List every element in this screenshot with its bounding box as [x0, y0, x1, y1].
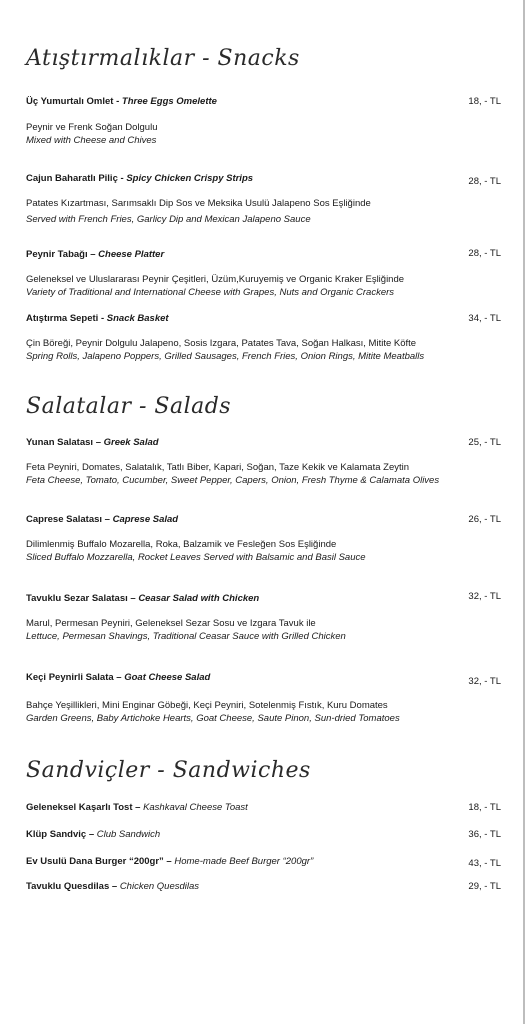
- item-desc-tr: Marul, Permesan Peyniri, Geleneksel Sezar Sosu ve Izgara Tavuk ile: [26, 618, 316, 629]
- menu-item-ceasar-salad: [26, 593, 501, 643]
- item-name: Klüp Sandviç – Club Sandwich: [26, 829, 161, 840]
- item-price: 18, - TL: [468, 802, 501, 813]
- item-desc-tr: Peynir ve Frenk Soğan Dolgulu: [26, 122, 158, 133]
- item-price: 25, - TL: [468, 437, 501, 448]
- item-name: Cajun Baharatlı Piliç - Spicy Chicken Crispy Strips: [26, 173, 254, 184]
- item-name: Geleneksel Kaşarlı Tost – Kashkaval Cheese Toast: [26, 802, 248, 813]
- item-desc-tr: Geleneksel ve Uluslararası Peynir Çeşitleri, Üzüm,Kuruyemiş ve Organic Kraker Eşliğinde: [26, 274, 405, 285]
- menu-item-caprese-salad: [26, 514, 501, 564]
- section-title-salads: Salatalar - Salads: [26, 394, 232, 419]
- item-name: Keçi Peynirli Salata – Goat Cheese Salad: [26, 672, 211, 683]
- item-desc-tr: Feta Peyniri, Domates, Salatalık, Tatlı Biber, Kapari, Soğan, Taze Kekik ve Kalamata Zeytin: [26, 462, 410, 473]
- item-price: 26, - TL: [468, 514, 501, 525]
- item-name: Tavuklu Quesdilas – Chicken Quesdilas: [26, 881, 200, 892]
- menu-item-snack-basket: [26, 313, 501, 363]
- menu-item-greek-salad: [26, 437, 501, 487]
- menu-item-cheese-platter: [26, 249, 501, 299]
- item-desc-en: Variety of Traditional and International Cheese with Grapes, Nuts and Organic Crackers: [26, 286, 395, 298]
- menu-item-omelette: [26, 96, 501, 147]
- item-desc-tr: Çin Böreği, Peynir Dolgulu Jalapeno, Sosis Izgara, Patates Tava, Soğan Halkası, Mitite Köfte: [26, 338, 417, 349]
- item-name: Ev Usulü Dana Burger “200gr” – Home-made Beef Burger “200gr”: [26, 856, 314, 867]
- item-price: 43, - TL: [468, 858, 501, 869]
- menu-item-beef-burger: [26, 856, 501, 868]
- section-title-sandwiches: Sandviçler - Sandwiches: [26, 758, 311, 783]
- item-price: 36, - TL: [468, 829, 501, 840]
- item-desc-tr: Patates Kızartması, Sarımsaklı Dip Sos ve Meksika Usulü Jalapeno Sos Eşliğinde: [26, 198, 371, 209]
- item-desc-tr: Dilimlenmiş Buffalo Mozarella, Roka, Balzamik ve Fesleğen Sos Eşliğinde: [26, 539, 337, 550]
- menu-item-chicken-quesadilla: [26, 881, 501, 893]
- item-price: 28, - TL: [468, 176, 501, 187]
- item-price: 32, - TL: [468, 591, 501, 602]
- item-price: 32, - TL: [468, 676, 501, 687]
- item-desc-en: Lettuce, Permesan Shavings, Traditional Ceasar Sauce with Grilled Chicken: [26, 630, 346, 642]
- item-desc-tr: Bahçe Yeşillikleri, Mini Enginar Göbeği, Keçi Peyniri, Sotelenmiş Fıstık, Kuru Domates: [26, 700, 388, 711]
- item-desc-en: Sliced Buffalo Mozzarella, Rocket Leaves Served with Balsamic and Basil Sauce: [26, 551, 366, 563]
- item-price: 34, - TL: [468, 313, 501, 324]
- menu-item-club-sandwich: [26, 829, 501, 841]
- item-desc-en: Spring Rolls, Jalapeno Poppers, Grilled Sausages, French Fries, Onion Rings, Mitite Meatballs: [26, 350, 425, 362]
- item-name: Caprese Salatası – Caprese Salad: [26, 514, 179, 525]
- item-name: Tavuklu Sezar Salatası – Ceasar Salad with Chicken: [26, 593, 260, 604]
- menu-item-chicken-strips: [26, 173, 501, 226]
- item-name: Üç Yumurtalı Omlet - Three Eggs Omelette: [26, 96, 217, 107]
- menu-item-kashkaval-toast: [26, 802, 501, 814]
- item-name: Yunan Salatası – Greek Salad: [26, 437, 159, 448]
- item-desc-en: Garden Greens, Baby Artichoke Hearts, Goat Cheese, Saute Pinon, Sun-dried Tomatoes: [26, 712, 400, 724]
- item-price: 18, - TL: [468, 96, 501, 107]
- item-price: 28, - TL: [468, 248, 501, 259]
- item-desc-en: Feta Cheese, Tomato, Cucumber, Sweet Pepper, Capers, Onion, Fresh Thyme & Calamata Olives: [26, 474, 440, 486]
- section-title-snacks: Atıştırmalıklar - Snacks: [26, 46, 300, 71]
- item-desc-en: Mixed with Cheese and Chives: [26, 134, 157, 146]
- menu-item-goat-cheese-salad: [26, 672, 501, 725]
- item-name: Peynir Tabağı – Cheese Platter: [26, 249, 165, 260]
- item-price: 29, - TL: [468, 881, 501, 892]
- item-name: Atıştırma Sepeti - Snack Basket: [26, 313, 169, 324]
- item-desc-en: Served with French Fries, Garlicy Dip and Mexican Jalapeno Sauce: [26, 213, 311, 225]
